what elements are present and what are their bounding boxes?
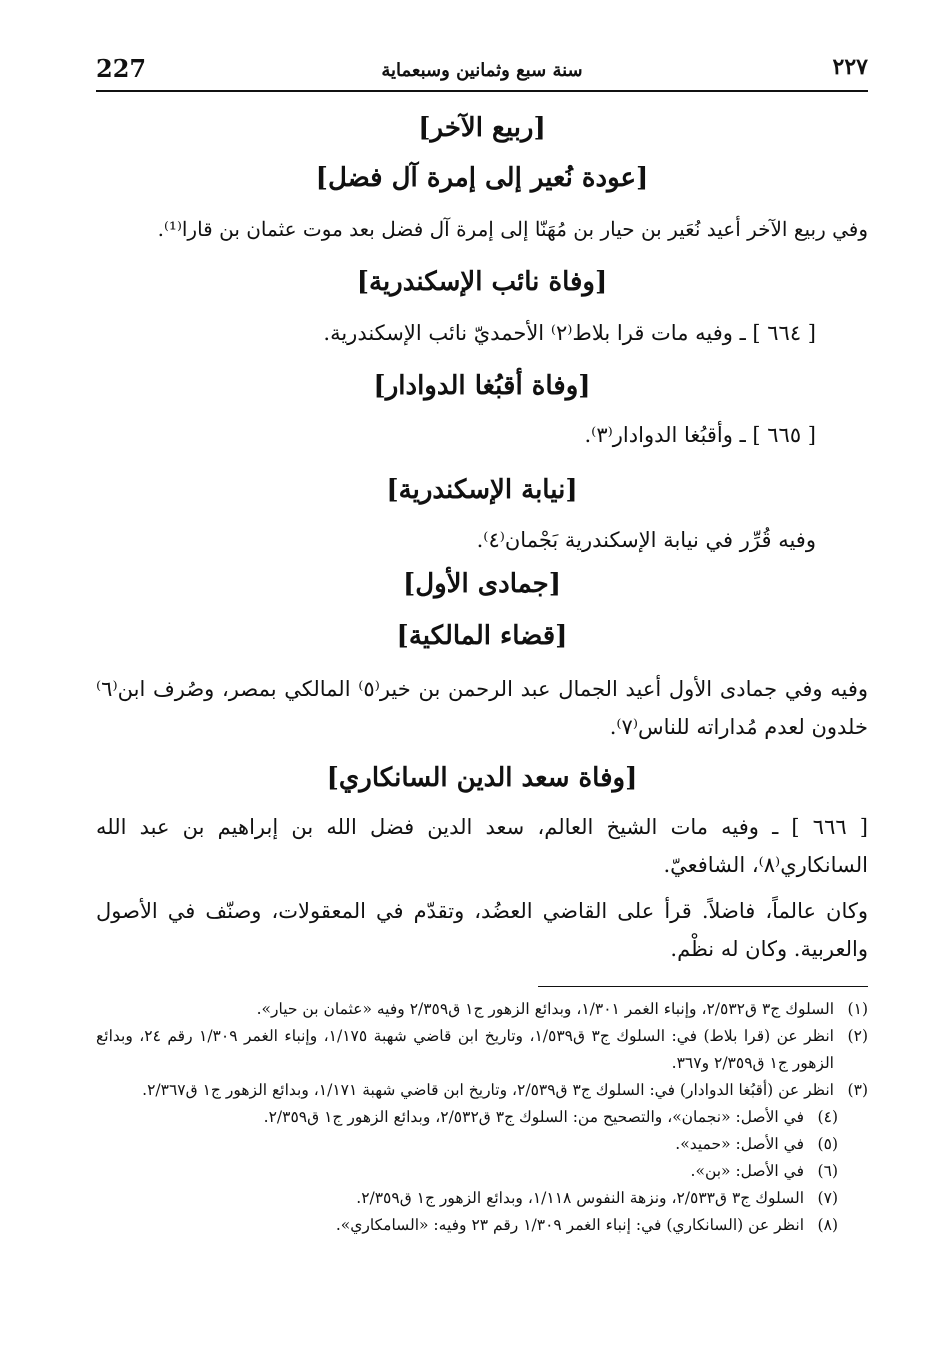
footnote-number: (٥)	[817, 1135, 838, 1153]
paragraph: [ ٦٦٤ ] ـ وفيه مات قرا بلاط⁽٢⁾ الأحمديّ نائب الإسكندرية.	[323, 321, 816, 345]
section-heading: [عودة نُعير إلى إمرة آل فضل]	[315, 163, 649, 193]
header-rule	[96, 90, 868, 92]
footnote-text: انظر عن (السانكاري) في: إنباء الغمر ١/٣٠٩ رقم ٢٣ وفيه: «السامكاري».	[335, 1216, 804, 1234]
footnote-number: (٦)	[817, 1162, 838, 1180]
section-heading: [وفاة أقبُغا الدوادار]	[373, 371, 591, 401]
footnote	[96, 1104, 868, 1131]
page-number-latin: 227	[96, 54, 147, 83]
section-heading: [قضاء المالكية]	[396, 621, 568, 651]
page-number-arabic: ٢٢٧	[832, 54, 868, 80]
section-heading: [ربيع الآخر]	[418, 113, 546, 143]
footnote-number: (٧)	[817, 1189, 838, 1207]
paragraph: وكان عالماً، فاضلاً. قرأ على القاضي العضُد، وتقدّم في المعقولات، وصنّف في الأصول والعربية. وكان له نظْم.	[96, 899, 868, 961]
footnote-text: انظر عن (قرا بلاط) في: السلوك ج٣ ق١/٥٣٩، وتاريخ ابن قاضي شهبة ١/١٧٥، وإنباء الغمر ١/٣٠٩ رقم ٢٤، وبدائع الزهور ج١ ق٢/٣٥٩ و٣٦٧.	[96, 1027, 834, 1072]
footnote-text: انظر عن (أقبُغا الدوادار) في: السلوك ج٣ ق٢/٥٣٩، وتاريخ ابن قاضي شهبة ١/١٧١، وبدائع الزهور ج١ ق٢/٣٦٧.	[142, 1081, 834, 1099]
footnote	[96, 1131, 868, 1158]
footnote	[96, 996, 868, 1023]
footnote-number: (٤)	[817, 1108, 838, 1126]
section-heading: [وفاة سعد الدين السانكاري]	[326, 763, 638, 793]
footnote-text: السلوك ج٣ ق٢/٥٣٢، وإنباء الغمر ١/٣٠١، وبدائع الزهور ج١ ق٢/٣٥٩ وفيه «عثمان بن حيار».	[256, 1000, 834, 1018]
footnotes	[96, 996, 868, 1239]
footnote-text: في الأصل: «نجمان»، والتصحيح من: السلوك ج٣ ق٢/٥٣٢، وبدائع الزهور ج١ ق٢/٣٥٩.	[263, 1108, 804, 1126]
footnote	[96, 1023, 868, 1077]
footnote	[96, 1158, 868, 1185]
footnote-number: (٣)	[847, 1081, 868, 1099]
footnote	[96, 1185, 868, 1212]
footnote-text: في الأصل: «بن».	[690, 1162, 804, 1180]
running-header	[96, 52, 868, 90]
paragraph: [ ٦٦٥ ] ـ وأقبُغا الدوادار⁽٣⁾.	[584, 423, 816, 447]
footnote-number: (٢)	[847, 1027, 868, 1045]
footnote-rule	[538, 986, 868, 987]
footnote-text: السلوك ج٣ ق٢/٥٣٣، ونزهة النفوس ١/١١٨، وبدائع الزهور ج١ ق٢/٣٥٩.	[356, 1189, 804, 1207]
paragraph: وفيه قُرِّر في نيابة الإسكندرية بَجْمان⁽٤⁾.	[476, 528, 816, 552]
section-heading: [وفاة نائب الإسكندرية]	[356, 267, 608, 297]
footnote-number: (٨)	[817, 1216, 838, 1234]
section-heading: [جمادى الأول]	[402, 569, 562, 599]
paragraph: وفيه وفي جمادى الأول أعيد الجمال عبد الرحمن بن خير⁽٥⁾ المالكي بمصر، وصُرف ابن⁽٦⁾ خلدون لعدم مُداراته للناس⁽٧⁾.	[96, 677, 869, 739]
section-heading: [نيابة الإسكندرية]	[386, 475, 578, 505]
footnote	[96, 1077, 868, 1104]
footnote	[96, 1212, 868, 1239]
paragraph: وفي ربيع الآخر أعيد نُعَير بن حيار بن مُهَنّا إلى إمرة آل فضل بعد موت عثمان بن قارا⁽¹⁾.	[157, 217, 868, 241]
footnote-number: (١)	[847, 1000, 868, 1018]
paragraph: [ ٦٦٦ ] ـ وفيه مات الشيخ العالم، سعد الدين فضل الله بن إبراهيم بن عبد الله السانكاري⁽٨⁾، الشافعيّ.	[96, 815, 869, 877]
running-title: سنة سبع وثمانين وسبعماية	[381, 60, 583, 81]
footnote-text: في الأصل: «حميد».	[675, 1135, 804, 1153]
